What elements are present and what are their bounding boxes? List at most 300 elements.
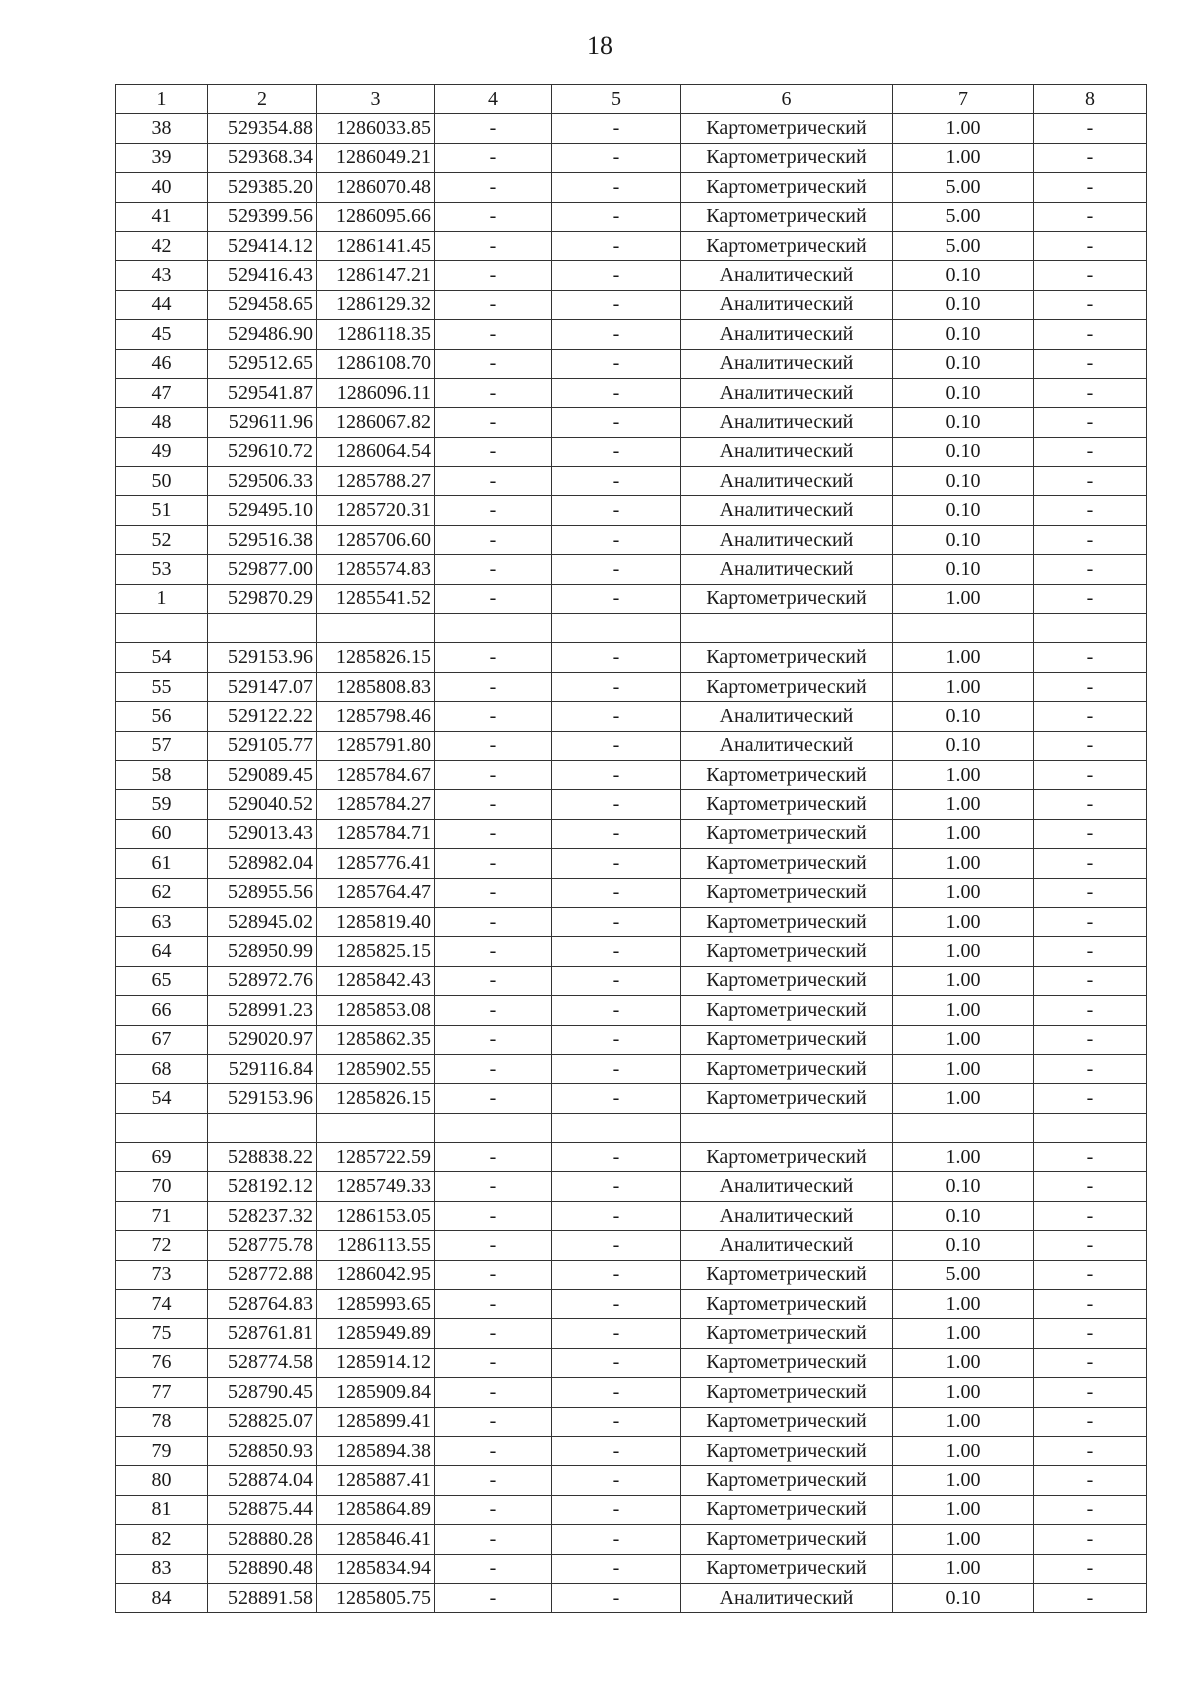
column-8-cell: - [1034,320,1147,349]
x-coordinate-cell: 529458.65 [208,290,317,319]
column-5-cell: - [552,1436,681,1465]
column-8-cell: - [1034,760,1147,789]
method-cell: Аналитический [681,378,893,407]
accuracy-cell: 0.10 [893,1201,1034,1230]
column-4-cell: - [435,937,552,966]
column-5-cell: - [552,555,681,584]
x-coordinate-cell: 529399.56 [208,202,317,231]
table-row [116,643,1147,672]
x-coordinate-cell: 529368.34 [208,143,317,172]
y-coordinate-cell: 1285826.15 [317,1084,435,1113]
y-coordinate-cell: 1285788.27 [317,467,435,496]
method-cell: Аналитический [681,261,893,290]
x-coordinate-cell: 529020.97 [208,1025,317,1054]
table-row [116,202,1147,231]
point-number-cell: 84 [116,1583,208,1612]
y-coordinate-cell: 1285825.15 [317,937,435,966]
column-8-cell: - [1034,437,1147,466]
column-8-cell: - [1034,1378,1147,1407]
column-8-cell: - [1034,672,1147,701]
table-row [116,1260,1147,1289]
point-number-cell: 1 [116,584,208,613]
method-cell: Картометрический [681,1319,893,1348]
column-8-cell: - [1034,1495,1147,1524]
table-row [116,819,1147,848]
accuracy-cell: 1.00 [893,1495,1034,1524]
accuracy-cell: 1.00 [893,1525,1034,1554]
x-coordinate-cell: 528764.83 [208,1290,317,1319]
point-number-cell: 38 [116,114,208,143]
y-coordinate-cell: 1285574.83 [317,555,435,584]
method-cell: Картометрический [681,643,893,672]
column-8-cell: - [1034,1201,1147,1230]
point-number-cell: 45 [116,320,208,349]
accuracy-cell: 1.00 [893,907,1034,936]
method-cell: Аналитический [681,1172,893,1201]
accuracy-cell: 1.00 [893,849,1034,878]
table-row [116,1143,1147,1172]
table-row [116,320,1147,349]
column-4-cell: - [435,731,552,760]
column-5-cell: - [552,907,681,936]
accuracy-cell: 0.10 [893,378,1034,407]
table-row [116,1290,1147,1319]
accuracy-cell: 1.00 [893,1554,1034,1583]
column-5-cell: - [552,1054,681,1083]
column-8-cell: - [1034,1436,1147,1465]
column-header: 1 [116,85,208,114]
group-separator-row [116,1113,1147,1142]
table-row [116,1554,1147,1583]
column-4-cell: - [435,1583,552,1612]
point-number-cell: 75 [116,1319,208,1348]
accuracy-cell: 1.00 [893,1025,1034,1054]
column-4-cell: - [435,584,552,613]
accuracy-cell: 1.00 [893,937,1034,966]
table-row [116,878,1147,907]
empty-cell [116,614,208,643]
column-8-cell: - [1034,966,1147,995]
column-4-cell: - [435,1436,552,1465]
column-4-cell: - [435,555,552,584]
column-4-cell: - [435,261,552,290]
column-4-cell: - [435,1143,552,1172]
method-cell: Картометрический [681,1436,893,1465]
method-cell: Картометрический [681,202,893,231]
point-number-cell: 68 [116,1054,208,1083]
column-4-cell: - [435,525,552,554]
y-coordinate-cell: 1285798.46 [317,702,435,731]
column-4-cell: - [435,114,552,143]
y-coordinate-cell: 1286067.82 [317,408,435,437]
accuracy-cell: 0.10 [893,555,1034,584]
column-4-cell: - [435,1407,552,1436]
y-coordinate-cell: 1285909.84 [317,1378,435,1407]
accuracy-cell: 1.00 [893,643,1034,672]
point-number-cell: 50 [116,467,208,496]
table-row [116,437,1147,466]
method-cell: Аналитический [681,496,893,525]
table-row [116,1201,1147,1230]
column-4-cell: - [435,702,552,731]
column-5-cell: - [552,467,681,496]
accuracy-cell: 0.10 [893,1172,1034,1201]
x-coordinate-cell: 528237.32 [208,1201,317,1230]
y-coordinate-cell: 1286153.05 [317,1201,435,1230]
y-coordinate-cell: 1285706.60 [317,525,435,554]
method-cell: Картометрический [681,173,893,202]
x-coordinate-cell: 528774.58 [208,1348,317,1377]
y-coordinate-cell: 1285541.52 [317,584,435,613]
column-5-cell: - [552,1025,681,1054]
method-cell: Аналитический [681,1583,893,1612]
method-cell: Картометрический [681,1495,893,1524]
method-cell: Картометрический [681,1407,893,1436]
x-coordinate-cell: 528955.56 [208,878,317,907]
table-row [116,525,1147,554]
accuracy-cell: 0.10 [893,496,1034,525]
column-4-cell: - [435,1348,552,1377]
point-number-cell: 76 [116,1348,208,1377]
y-coordinate-cell: 1285887.41 [317,1466,435,1495]
x-coordinate-cell: 529506.33 [208,467,317,496]
table-row [116,1084,1147,1113]
y-coordinate-cell: 1285914.12 [317,1348,435,1377]
column-5-cell: - [552,1260,681,1289]
column-header: 4 [435,85,552,114]
column-8-cell: - [1034,731,1147,760]
point-number-cell: 47 [116,378,208,407]
column-5-cell: - [552,320,681,349]
column-5-cell: - [552,1525,681,1554]
column-4-cell: - [435,1201,552,1230]
empty-cell [435,614,552,643]
x-coordinate-cell: 529611.96 [208,408,317,437]
column-8-cell: - [1034,1319,1147,1348]
x-coordinate-cell: 528761.81 [208,1319,317,1348]
column-5-cell: - [552,143,681,172]
column-5-cell: - [552,349,681,378]
method-cell: Картометрический [681,1348,893,1377]
column-4-cell: - [435,1172,552,1201]
table-row [116,790,1147,819]
point-number-cell: 63 [116,907,208,936]
y-coordinate-cell: 1285784.67 [317,760,435,789]
point-number-cell: 78 [116,1407,208,1436]
column-4-cell: - [435,1290,552,1319]
x-coordinate-cell: 529013.43 [208,819,317,848]
table-row [116,290,1147,319]
accuracy-cell: 0.10 [893,320,1034,349]
accuracy-cell: 1.00 [893,1054,1034,1083]
accuracy-cell: 1.00 [893,1348,1034,1377]
column-4-cell: - [435,1525,552,1554]
table-row [116,1231,1147,1260]
point-number-cell: 46 [116,349,208,378]
column-8-cell: - [1034,937,1147,966]
column-4-cell: - [435,849,552,878]
column-5-cell: - [552,1495,681,1524]
point-number-cell: 74 [116,1290,208,1319]
x-coordinate-cell: 528775.78 [208,1231,317,1260]
column-5-cell: - [552,496,681,525]
table-row [116,496,1147,525]
method-cell: Аналитический [681,349,893,378]
x-coordinate-cell: 528874.04 [208,1466,317,1495]
table-body [116,85,1147,1613]
method-cell: Картометрический [681,819,893,848]
column-8-cell: - [1034,378,1147,407]
table-row [116,231,1147,260]
y-coordinate-cell: 1286095.66 [317,202,435,231]
column-8-cell: - [1034,1143,1147,1172]
x-coordinate-cell: 528772.88 [208,1260,317,1289]
column-4-cell: - [435,819,552,848]
accuracy-cell: 0.10 [893,349,1034,378]
column-4-cell: - [435,349,552,378]
column-4-cell: - [435,790,552,819]
empty-cell [681,614,893,643]
point-number-cell: 80 [116,1466,208,1495]
accuracy-cell: 0.10 [893,261,1034,290]
y-coordinate-cell: 1285853.08 [317,996,435,1025]
column-8-cell: - [1034,849,1147,878]
x-coordinate-cell: 529153.96 [208,643,317,672]
column-header: 8 [1034,85,1147,114]
accuracy-cell: 1.00 [893,819,1034,848]
y-coordinate-cell: 1286108.70 [317,349,435,378]
table-row [116,1583,1147,1612]
column-5-cell: - [552,290,681,319]
accuracy-cell: 1.00 [893,1290,1034,1319]
column-4-cell: - [435,1378,552,1407]
accuracy-cell: 0.10 [893,1231,1034,1260]
column-5-cell: - [552,643,681,672]
column-4-cell: - [435,143,552,172]
table-row [116,966,1147,995]
accuracy-cell: 1.00 [893,966,1034,995]
column-8-cell: - [1034,1466,1147,1495]
column-4-cell: - [435,378,552,407]
table-row [116,1054,1147,1083]
x-coordinate-cell: 529512.65 [208,349,317,378]
column-8-cell: - [1034,231,1147,260]
x-coordinate-cell: 529105.77 [208,731,317,760]
method-cell: Аналитический [681,1201,893,1230]
point-number-cell: 69 [116,1143,208,1172]
column-8-cell: - [1034,173,1147,202]
method-cell: Аналитический [681,290,893,319]
table-row [116,731,1147,760]
y-coordinate-cell: 1285784.27 [317,790,435,819]
column-8-cell: - [1034,408,1147,437]
x-coordinate-cell: 529877.00 [208,555,317,584]
y-coordinate-cell: 1286064.54 [317,437,435,466]
column-8-cell: - [1034,996,1147,1025]
y-coordinate-cell: 1285949.89 [317,1319,435,1348]
y-coordinate-cell: 1285805.75 [317,1583,435,1612]
empty-cell [317,614,435,643]
y-coordinate-cell: 1285846.41 [317,1525,435,1554]
method-cell: Картометрический [681,1525,893,1554]
y-coordinate-cell: 1285902.55 [317,1054,435,1083]
accuracy-cell: 5.00 [893,202,1034,231]
column-5-cell: - [552,1466,681,1495]
column-4-cell: - [435,1319,552,1348]
column-5-cell: - [552,819,681,848]
point-number-cell: 43 [116,261,208,290]
point-number-cell: 67 [116,1025,208,1054]
column-header: 5 [552,85,681,114]
accuracy-cell: 0.10 [893,290,1034,319]
accuracy-cell: 1.00 [893,1378,1034,1407]
column-5-cell: - [552,1407,681,1436]
point-number-cell: 57 [116,731,208,760]
point-number-cell: 83 [116,1554,208,1583]
table-row [116,349,1147,378]
table-row [116,996,1147,1025]
point-number-cell: 44 [116,290,208,319]
point-number-cell: 60 [116,819,208,848]
column-8-cell: - [1034,496,1147,525]
empty-cell [681,1113,893,1142]
column-8-cell: - [1034,555,1147,584]
column-5-cell: - [552,378,681,407]
column-5-cell: - [552,702,681,731]
column-8-cell: - [1034,525,1147,554]
accuracy-cell: 1.00 [893,790,1034,819]
empty-cell [317,1113,435,1142]
column-4-cell: - [435,760,552,789]
accuracy-cell: 1.00 [893,760,1034,789]
x-coordinate-cell: 528945.02 [208,907,317,936]
column-4-cell: - [435,1260,552,1289]
column-header: 2 [208,85,317,114]
accuracy-cell: 5.00 [893,231,1034,260]
column-5-cell: - [552,937,681,966]
table-row [116,907,1147,936]
empty-cell [552,614,681,643]
method-cell: Картометрический [681,231,893,260]
method-cell: Картометрический [681,584,893,613]
column-5-cell: - [552,408,681,437]
method-cell: Аналитический [681,702,893,731]
x-coordinate-cell: 528880.28 [208,1525,317,1554]
x-coordinate-cell: 529153.96 [208,1084,317,1113]
page-number: 18 [587,31,613,60]
column-8-cell: - [1034,584,1147,613]
x-coordinate-cell: 528891.58 [208,1583,317,1612]
accuracy-cell: 1.00 [893,1143,1034,1172]
empty-cell [1034,1113,1147,1142]
point-number-cell: 64 [116,937,208,966]
point-number-cell: 66 [116,996,208,1025]
column-4-cell: - [435,643,552,672]
method-cell: Картометрический [681,1260,893,1289]
accuracy-cell: 1.00 [893,1436,1034,1465]
x-coordinate-cell: 529541.87 [208,378,317,407]
column-8-cell: - [1034,790,1147,819]
x-coordinate-cell: 528991.23 [208,996,317,1025]
column-8-cell: - [1034,114,1147,143]
column-4-cell: - [435,1084,552,1113]
empty-cell [893,1113,1034,1142]
coordinates-table [115,84,1147,1613]
accuracy-cell: 0.10 [893,1583,1034,1612]
column-5-cell: - [552,878,681,907]
method-cell: Картометрический [681,760,893,789]
method-cell: Аналитический [681,408,893,437]
table-row [116,1495,1147,1524]
column-5-cell: - [552,1319,681,1348]
column-5-cell: - [552,1554,681,1583]
empty-cell [435,1113,552,1142]
point-number-cell: 81 [116,1495,208,1524]
column-5-cell: - [552,996,681,1025]
method-cell: Картометрический [681,790,893,819]
column-8-cell: - [1034,1025,1147,1054]
accuracy-cell: 0.10 [893,731,1034,760]
table-row [116,849,1147,878]
x-coordinate-cell: 528838.22 [208,1143,317,1172]
x-coordinate-cell: 529116.84 [208,1054,317,1083]
point-number-cell: 61 [116,849,208,878]
column-8-cell: - [1034,1260,1147,1289]
y-coordinate-cell: 1286113.55 [317,1231,435,1260]
x-coordinate-cell: 529486.90 [208,320,317,349]
column-8-cell: - [1034,643,1147,672]
accuracy-cell: 0.10 [893,525,1034,554]
method-cell: Аналитический [681,1231,893,1260]
column-8-cell: - [1034,1348,1147,1377]
x-coordinate-cell: 529516.38 [208,525,317,554]
column-8-cell: - [1034,878,1147,907]
accuracy-cell: 1.00 [893,584,1034,613]
x-coordinate-cell: 528950.99 [208,937,317,966]
point-number-cell: 54 [116,1084,208,1113]
column-8-cell: - [1034,143,1147,172]
point-number-cell: 55 [116,672,208,701]
column-5-cell: - [552,1348,681,1377]
column-8-cell: - [1034,1290,1147,1319]
column-4-cell: - [435,231,552,260]
table-header-row [116,85,1147,114]
column-5-cell: - [552,114,681,143]
point-number-cell: 52 [116,525,208,554]
table-row [116,114,1147,143]
point-number-cell: 70 [116,1172,208,1201]
column-8-cell: - [1034,1525,1147,1554]
x-coordinate-cell: 529870.29 [208,584,317,613]
accuracy-cell: 1.00 [893,114,1034,143]
method-cell: Картометрический [681,937,893,966]
point-number-cell: 51 [116,496,208,525]
method-cell: Картометрический [681,1290,893,1319]
x-coordinate-cell: 529354.88 [208,114,317,143]
point-number-cell: 54 [116,643,208,672]
x-coordinate-cell: 529495.10 [208,496,317,525]
point-number-cell: 72 [116,1231,208,1260]
column-4-cell: - [435,320,552,349]
empty-cell [208,1113,317,1142]
accuracy-cell: 5.00 [893,173,1034,202]
x-coordinate-cell: 529089.45 [208,760,317,789]
method-cell: Аналитический [681,731,893,760]
column-4-cell: - [435,878,552,907]
method-cell: Аналитический [681,555,893,584]
y-coordinate-cell: 1286141.45 [317,231,435,260]
method-cell: Картометрический [681,672,893,701]
